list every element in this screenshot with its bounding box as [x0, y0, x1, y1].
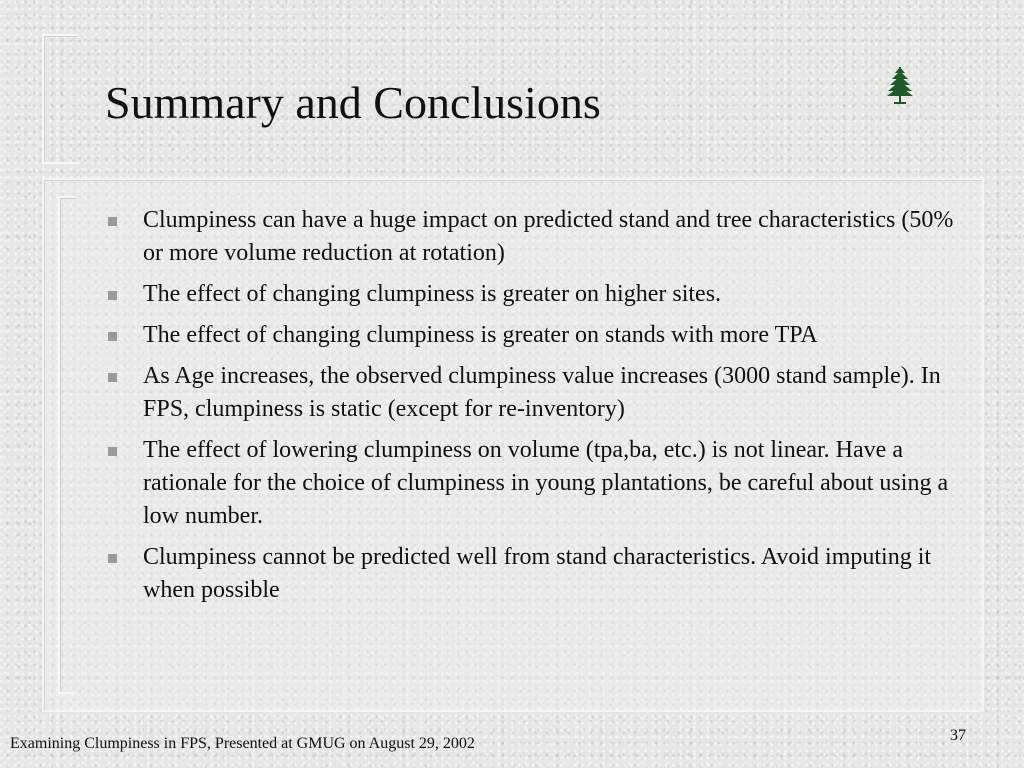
- bullet-text: As Age increases, the observed clumpiness value increases (3000 stand sample). In FPS, clumpiness is static (except for re-inventory): [143, 363, 941, 422]
- page-number: 37: [950, 727, 966, 744]
- content-bar-decoration: [58, 196, 76, 694]
- bullet-item: [104, 319, 964, 352]
- bullet-text: The effect of changing clumpiness is greater on higher sites.: [143, 281, 722, 307]
- footer-text: Examining Clumpiness in FPS, Presented at GMUG on August 29, 2002: [10, 735, 475, 752]
- bullet-item: [104, 434, 964, 533]
- bullet-marker-icon: [108, 217, 117, 226]
- bullet-item: [104, 541, 964, 607]
- bullet-item: [104, 204, 964, 270]
- title-frame-decoration: [42, 34, 78, 164]
- bullet-text: Clumpiness cannot be predicted well from stand characteristics. Avoid imputing it when possible: [143, 544, 932, 603]
- bullet-marker-icon: [108, 554, 117, 563]
- bullet-marker-icon: [108, 447, 117, 456]
- bullet-text: The effect of changing clumpiness is greater on stands with more TPA: [143, 322, 818, 348]
- slide-title: Summary and Conclusions: [105, 77, 601, 128]
- bullet-marker-icon: [108, 373, 117, 382]
- bullet-marker-icon: [108, 291, 117, 300]
- tree-icon: [884, 64, 916, 106]
- bullet-text: The effect of lowering clumpiness on volume (tpa,ba, etc.) is not linear. Have a rationale for the choice of clumpiness in young plantations, be careful about using a low number.: [143, 437, 949, 529]
- bullet-text: Clumpiness can have a huge impact on predicted stand and tree characteristics (50% or more volume reduction at rotation): [143, 207, 954, 266]
- bullet-marker-icon: [108, 332, 117, 341]
- bullet-item: [104, 360, 964, 426]
- bullet-list: [104, 204, 964, 615]
- bullet-item: [104, 278, 964, 311]
